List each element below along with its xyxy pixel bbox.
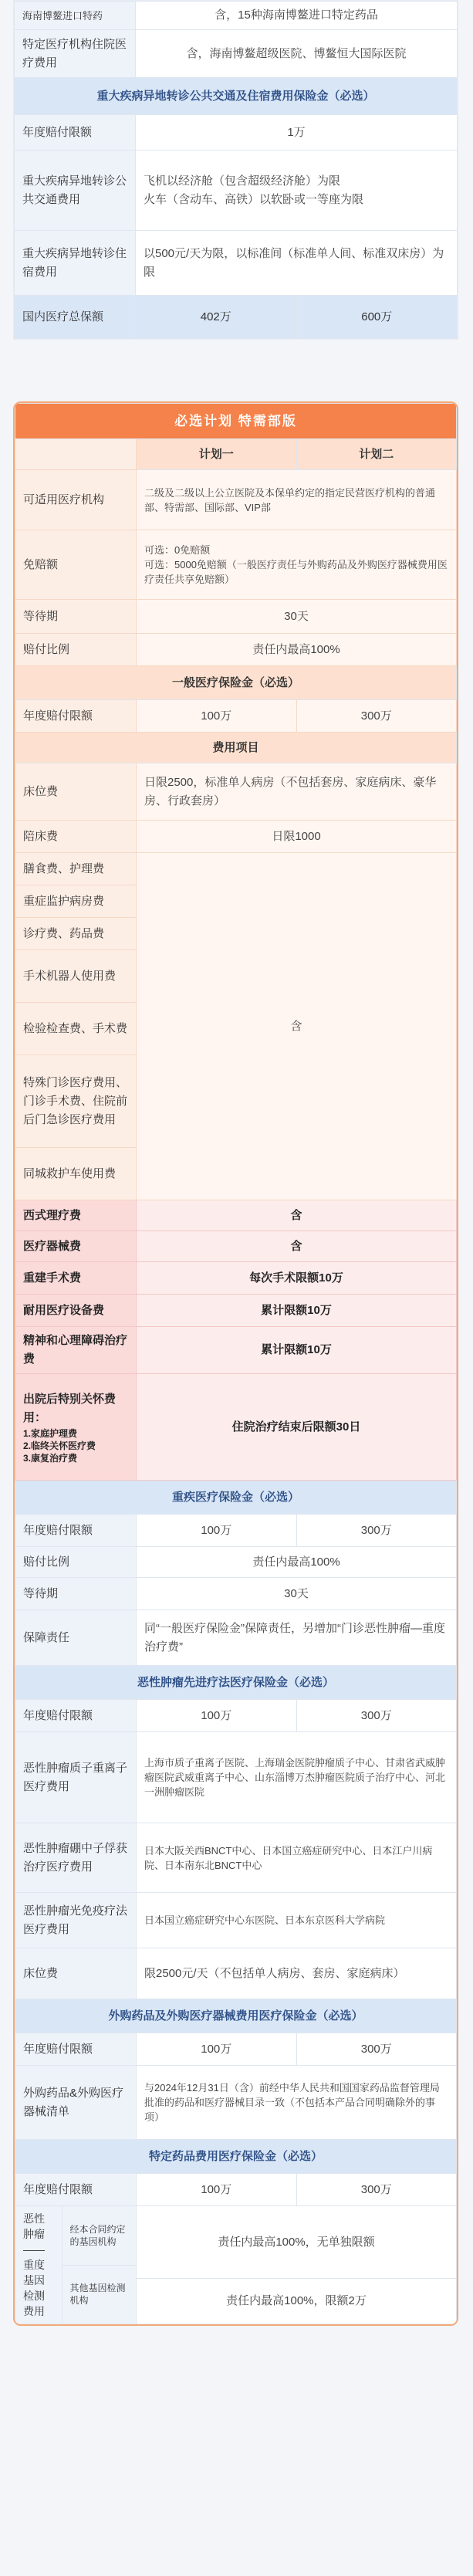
- section-title-special: 特定药品费用医疗保险金（必选）: [15, 2140, 457, 2174]
- row-value: 上海市质子重离子医院、上海瑞金医院肿瘤质子中心、甘肃省武威肿瘤医院武威重离子中心、山东淄博万杰肿瘤医院质子治疗中心、河北一洲肿瘤医院: [137, 1732, 457, 1823]
- row-label: 可适用医疗机构: [15, 470, 137, 530]
- critical-limit-plan1: 100万: [137, 1515, 297, 1547]
- row-value: 与2024年12月31日（含）前经中华人民共和国国家药品监督管理局批准的药品和医疗器械目录一致（不包括本产品合同明确除外的事项）: [137, 2066, 457, 2140]
- postdischarge-item: 3.康复治疗费: [23, 1452, 78, 1464]
- section-title-critical: 重疾医疗保险金（必选）: [15, 1481, 457, 1515]
- row-label: 年度赔付限额: [15, 1700, 137, 1732]
- row-label: 赔付比例: [15, 1547, 137, 1578]
- row-label: 西式理疗费: [15, 1200, 137, 1231]
- top-benefit-card: [13, 0, 458, 340]
- section-title-outside: 外购药品及外购医疗器械费用医疗保险金（必选）: [15, 1999, 457, 2033]
- row-label: 年度赔付限额: [15, 115, 136, 151]
- row-value: 限2500元/天（不包括单人病房、套房、家庭病床）: [137, 1948, 457, 1999]
- row-value: 责任内最高100%: [137, 1547, 457, 1578]
- section-title-general: 一般医疗保险金（必选）: [15, 666, 457, 700]
- row-value: 30天: [137, 1578, 457, 1610]
- tumor-limit-plan2: 300万: [296, 1700, 457, 1732]
- row-label: 同城救护车使用费: [15, 1148, 137, 1200]
- outside-limit-plan2: 300万: [296, 2033, 457, 2066]
- row-value: 累计限额10万: [137, 1295, 457, 1327]
- plan-header: 必选计划 特需部版: [15, 404, 457, 439]
- row-label: 等待期: [15, 600, 137, 634]
- row-value: 含，15种海南博鳌进口特定药品: [136, 2, 458, 30]
- general-limit-plan1: 100万: [137, 700, 297, 733]
- row-label: 年度赔付限额: [15, 700, 137, 733]
- row-label: 等待期: [15, 1578, 137, 1610]
- row-label: 年度赔付限额: [15, 1515, 137, 1547]
- row-label: 出院后特别关怀费用：: [23, 1392, 117, 1424]
- row-value: 含: [137, 1200, 457, 1231]
- row-label: 手术机器人使用费: [15, 950, 137, 1003]
- plan-head-blank: [15, 439, 137, 470]
- row-value: 日限1000: [137, 821, 457, 853]
- row-value: 飞机以经济舱（包含超级经济舱）为限 火车（含动车、高铁）以软卧或一等座为限: [136, 151, 458, 231]
- critical-limit-plan2: 300万: [296, 1515, 457, 1547]
- row-label: 精神和心理障碍治疗费: [15, 1327, 137, 1374]
- gene-sub-label: 经本合同约定的基因机构: [62, 2206, 136, 2265]
- row-label: 国内医疗总保额: [15, 296, 136, 339]
- row-value: 含，海南博鳌超级医院、博鳌恒大国际医院: [136, 30, 458, 78]
- special-limit-plan1: 100万: [137, 2174, 297, 2206]
- row-value: 30天: [137, 600, 457, 634]
- row-label: 医疗器械费: [15, 1231, 137, 1262]
- row-label: 恶性肿瘤光免疫疗法医疗费用: [15, 1893, 137, 1948]
- section-title-expense: 费用项目: [15, 733, 457, 763]
- row-label: 保障责任: [15, 1610, 137, 1666]
- row-label: 床位费: [15, 763, 137, 821]
- row-label: 年度赔付限额: [15, 2033, 137, 2066]
- row-label: 诊疗费、药品费: [15, 918, 137, 950]
- row-label: 检验检查费、手术费: [15, 1003, 137, 1055]
- section-title-tumor: 恶性肿瘤先进疗法医疗保险金（必选）: [15, 1666, 457, 1700]
- postdischarge-item: 1.家庭护理费: [23, 1427, 78, 1439]
- row-value: 累计限额10万: [137, 1327, 457, 1374]
- row-label: 床位费: [15, 1948, 137, 1999]
- row-label: 特殊门诊医疗费用、门诊手术费、住院前后门急诊医疗费用: [15, 1055, 137, 1148]
- row-label: 重大疾病异地转诊住宿费用: [15, 231, 136, 296]
- row-value: 日本大阪关西BNCT中心、日本国立癌症研究中心、日本江户川病院、日本南东北BNCT中心: [137, 1823, 457, 1893]
- included-value: 含: [137, 853, 457, 1200]
- row-label: 重大疾病异地转诊公共交通费用: [15, 151, 136, 231]
- row-label: 恶性肿瘤质子重离子医疗费用: [15, 1732, 137, 1823]
- postdischarge-item: 2.临终关怀医疗费: [23, 1440, 96, 1451]
- row-label: 耐用医疗设备费: [15, 1295, 137, 1327]
- general-limit-plan2: 300万: [296, 700, 457, 733]
- row-label: 恶性肿瘤硼中子俘获治疗医疗费用: [15, 1823, 137, 1893]
- row-label: 恶性肿瘤——重度基因检测费用: [15, 2206, 62, 2324]
- row-label: 免赔额: [15, 530, 137, 600]
- row-label: 外购药品&外购医疗器械清单: [15, 2066, 137, 2140]
- row-value: 每次手术限额10万: [137, 1262, 457, 1295]
- gene-sub-label: 其他基因检测机构: [62, 2265, 136, 2324]
- row-label: 膳食费、护理费: [15, 853, 137, 885]
- row-label: 赔付比例: [15, 634, 137, 666]
- row-label: 陪床费: [15, 821, 137, 853]
- row-value: 责任内最高100%: [137, 634, 457, 666]
- row-label: 特定医疗机构住院医疗费用: [15, 30, 136, 78]
- postdischarge-label-cell: [15, 1374, 137, 1481]
- plan2-header: 计划二: [296, 439, 457, 470]
- special-limit-plan2: 300万: [296, 2174, 457, 2206]
- row-label: 重症监护病房费: [15, 885, 137, 918]
- row-value: 住院治疗结束后限额30日: [137, 1374, 457, 1481]
- plan1-header: 计划一: [137, 439, 297, 470]
- row-value: 二级及二级以上公立医院及本保单约定的指定民营医疗机构的普通部、特需部、国际部、VIP部: [137, 470, 457, 530]
- row-label: 重建手术费: [15, 1262, 137, 1295]
- row-value: 可选：0免赔额 可选：5000免赔额（一般医疗责任与外购药品及外购医疗器械费用医疗责任共享免赔额）: [137, 530, 457, 600]
- row-value: 日本国立癌症研究中心东医院、日本东京医科大学病院: [137, 1893, 457, 1948]
- row-value: 同“一般医疗保险金”保障责任，另增加“门诊恶性肿瘤—重度治疗费”: [137, 1610, 457, 1666]
- row-value: 含: [137, 1231, 457, 1262]
- row-value: 以500元/天为限，以标准间（标准单人间、标准双床房）为限: [136, 231, 458, 296]
- row-value: 1万: [136, 115, 458, 151]
- total-plan1: 402万: [136, 296, 297, 339]
- gene-label-cell: [15, 2206, 137, 2324]
- tumor-limit-plan1: 100万: [137, 1700, 297, 1732]
- gene-sub2-value: 责任内最高100%，限额2万: [137, 2279, 457, 2324]
- gene-sub1-value: 责任内最高100%，无单独限额: [137, 2206, 457, 2279]
- outside-limit-plan1: 100万: [137, 2033, 297, 2066]
- row-value: 日限2500，标准单人病房（不包括套房、家庭病床、豪华房、行政套房）: [137, 763, 457, 821]
- section-title-transport: 重大疾病异地转诊公共交通及住宿费用保险金（必选）: [15, 78, 458, 115]
- total-plan2: 600万: [296, 296, 458, 339]
- row-label: 海南博鳌进口特药: [15, 2, 136, 30]
- row-label: 年度赔付限额: [15, 2174, 137, 2206]
- main-plan-card: [13, 401, 458, 2326]
